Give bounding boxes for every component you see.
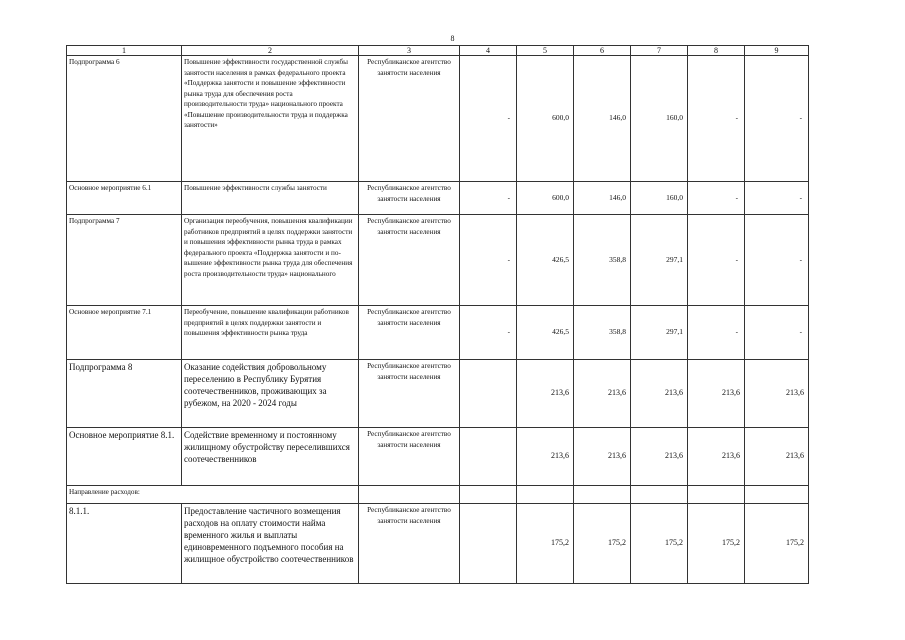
row-value-4: - bbox=[460, 182, 517, 215]
row-value-6: 146,0 bbox=[574, 56, 631, 182]
header-cell: 1 bbox=[67, 46, 182, 56]
empty-cell bbox=[688, 486, 745, 504]
row-value-6: 146,0 bbox=[574, 182, 631, 215]
row-value-4 bbox=[460, 504, 517, 584]
header-cell: 5 bbox=[517, 46, 574, 56]
row-value-7: 213,6 bbox=[631, 428, 688, 486]
row-value-7: 160,0 bbox=[631, 182, 688, 215]
page-number: 8 bbox=[450, 34, 455, 43]
row-description: Переобучение, повышение квалификации работников предприятий в целях поддержки занятости и повышения эффективности рынка труда bbox=[182, 306, 359, 360]
row-value-4: - bbox=[460, 306, 517, 360]
row-organization: Республиканское агентство занятости населения bbox=[359, 306, 460, 360]
empty-cell bbox=[460, 486, 517, 504]
empty-cell bbox=[359, 486, 460, 504]
header-cell: 8 bbox=[688, 46, 745, 56]
row-value-4: - bbox=[460, 56, 517, 182]
row-value-8: - bbox=[688, 56, 745, 182]
row-value-7: 297,1 bbox=[631, 215, 688, 306]
row-organization: Республиканское агентство занятости населения bbox=[359, 428, 460, 486]
row-description: Организация переобучения, повышения квалификации работников предприятий в целях поддержки занятости и повышения эффективности рынка труда в рамках федерального проекта «Поддержка занятости и по-вышение эффективности рынка труда для обеспечения роста производительности труда» национального bbox=[182, 215, 359, 306]
row-name: Основное мероприятие 8.1. bbox=[67, 428, 182, 486]
row-value-8: - bbox=[688, 306, 745, 360]
empty-cell bbox=[745, 486, 809, 504]
row-organization: Республиканское агентство занятости населения bbox=[359, 504, 460, 584]
row-value-4: - bbox=[460, 215, 517, 306]
row-value-9: - bbox=[745, 182, 809, 215]
header-cell: 4 bbox=[460, 46, 517, 56]
row-organization: Республиканское агентство занятости населения bbox=[359, 360, 460, 428]
row-description: Повышение эффективности государственной службы занятости населения в рамках федерального проекта «Поддержка занятости и повышение эффективности рынка труда для обеспечения роста производительности труда» национального проекта «Повышение производительности труда и поддержка занятости» bbox=[182, 56, 359, 182]
row-value-6: 358,8 bbox=[574, 215, 631, 306]
header-cell: 2 bbox=[182, 46, 359, 56]
header-cell: 7 bbox=[631, 46, 688, 56]
section-row bbox=[67, 486, 809, 504]
table-row bbox=[67, 215, 809, 306]
row-value-9: 213,6 bbox=[745, 360, 809, 428]
row-value-9: - bbox=[745, 306, 809, 360]
row-value-5: 175,2 bbox=[517, 504, 574, 584]
header-cell: 3 bbox=[359, 46, 460, 56]
row-value-6: 175,2 bbox=[574, 504, 631, 584]
row-value-7: 297,1 bbox=[631, 306, 688, 360]
row-value-8: 213,6 bbox=[688, 360, 745, 428]
row-value-8: - bbox=[688, 182, 745, 215]
header-cell: 9 bbox=[745, 46, 809, 56]
row-value-5: 213,6 bbox=[517, 428, 574, 486]
table-row bbox=[67, 56, 809, 182]
row-value-5: 426,5 bbox=[517, 306, 574, 360]
row-value-6: 213,6 bbox=[574, 428, 631, 486]
table-row bbox=[67, 504, 809, 584]
row-value-8: 175,2 bbox=[688, 504, 745, 584]
row-name: Подпрограмма 8 bbox=[67, 360, 182, 428]
row-name: Подпрограмма 6 bbox=[67, 56, 182, 182]
row-organization: Республиканское агентство занятости населения bbox=[359, 56, 460, 182]
row-value-9: 175,2 bbox=[745, 504, 809, 584]
row-value-5: 600,0 bbox=[517, 56, 574, 182]
row-description: Оказание содействия добровольному переселению в Республику Бурятия соотечественников, проживающих за рубежом, на 2020 - 2024 годы bbox=[182, 360, 359, 428]
row-value-8: 213,6 bbox=[688, 428, 745, 486]
section-label: Направление расходов: bbox=[67, 486, 359, 504]
row-organization: Республиканское агентство занятости населения bbox=[359, 182, 460, 215]
empty-cell bbox=[517, 486, 574, 504]
row-value-6: 358,8 bbox=[574, 306, 631, 360]
row-value-4 bbox=[460, 360, 517, 428]
row-value-6: 213,6 bbox=[574, 360, 631, 428]
table-row bbox=[67, 306, 809, 360]
row-name: Основное мероприятие 7.1 bbox=[67, 306, 182, 360]
row-name: Подпрограмма 7 bbox=[67, 215, 182, 306]
row-value-7: 160,0 bbox=[631, 56, 688, 182]
header-row bbox=[67, 46, 809, 56]
row-value-9: - bbox=[745, 215, 809, 306]
row-value-9: 213,6 bbox=[745, 428, 809, 486]
row-value-5: 213,6 bbox=[517, 360, 574, 428]
row-organization: Республиканское агентство занятости населения bbox=[359, 215, 460, 306]
row-description: Предоставление частичного возмещения расходов на оплату стоимости найма временного жилья и выплаты единовременного подъемного пособия на жилищное обустройство соотечественников bbox=[182, 504, 359, 584]
table-row bbox=[67, 360, 809, 428]
empty-cell bbox=[631, 486, 688, 504]
table-row bbox=[67, 182, 809, 215]
row-value-5: 600,0 bbox=[517, 182, 574, 215]
row-description: Содействие временному и постоянному жилищному обустройству переселившихся соотечественников bbox=[182, 428, 359, 486]
row-value-4 bbox=[460, 428, 517, 486]
row-name: Основное мероприятие 6.1 bbox=[67, 182, 182, 215]
row-value-7: 175,2 bbox=[631, 504, 688, 584]
header-cell: 6 bbox=[574, 46, 631, 56]
table-row bbox=[67, 428, 809, 486]
empty-cell bbox=[574, 486, 631, 504]
row-description: Повышение эффективности службы занятости bbox=[182, 182, 359, 215]
row-value-9: - bbox=[745, 56, 809, 182]
row-name: 8.1.1. bbox=[67, 504, 182, 584]
row-value-7: 213,6 bbox=[631, 360, 688, 428]
row-value-5: 426,5 bbox=[517, 215, 574, 306]
budget-table bbox=[66, 45, 809, 584]
row-value-8: - bbox=[688, 215, 745, 306]
